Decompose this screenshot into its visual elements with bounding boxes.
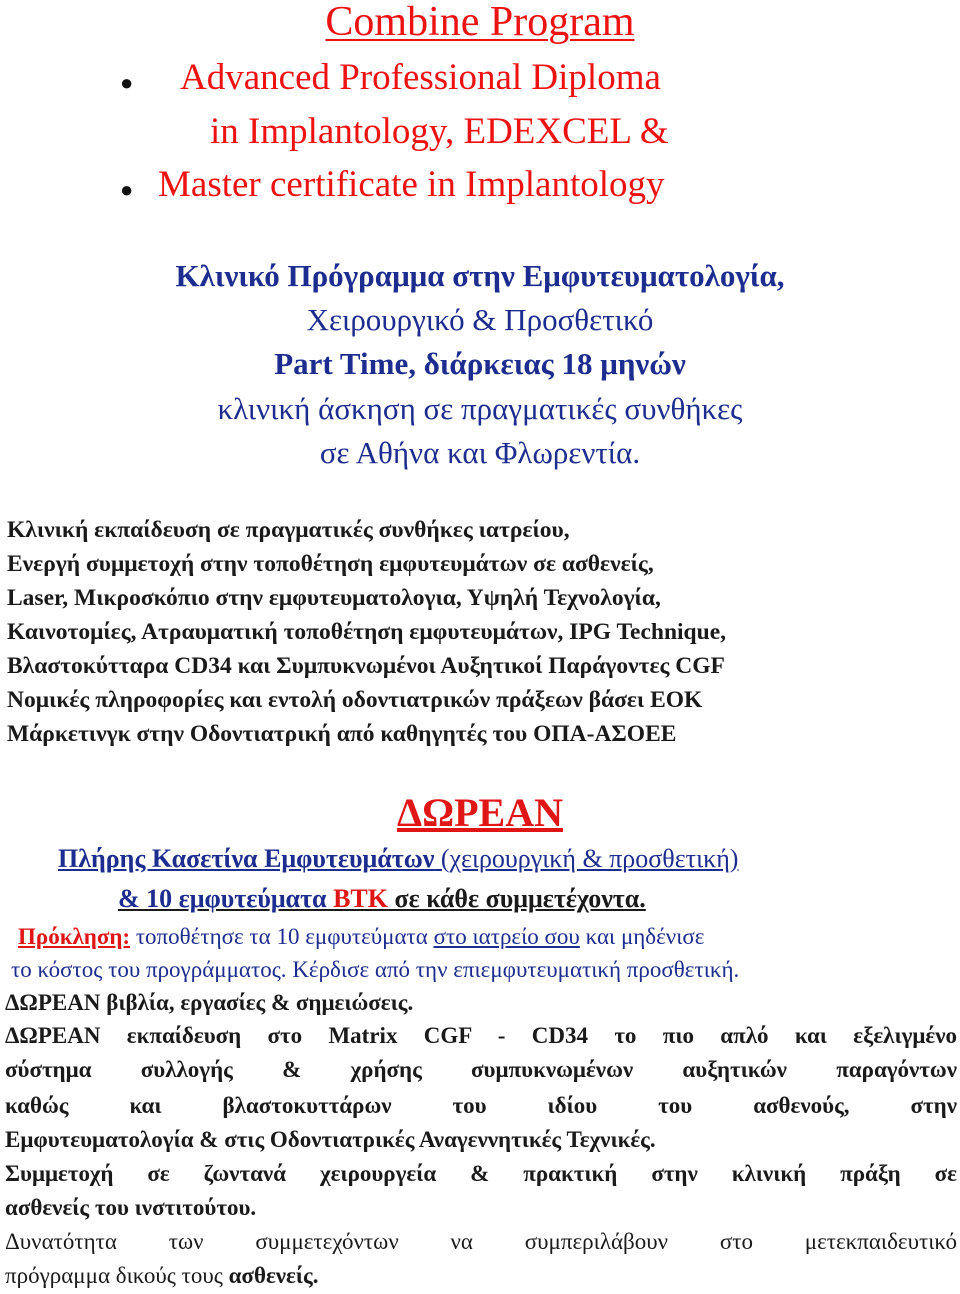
paragraph-line: Δυνατότητα των συμμετεχόντων να συμπεριλάβουν στο μετεκπαιδευτικό	[5, 1229, 957, 1254]
free-books: ΔΩΡΕΑΝ βιβλία, εργασίες & σημειώσεις.	[5, 990, 414, 1015]
list-item	[120, 56, 661, 99]
subtitle-line: Part Time, διάρκειας 18 μηνών	[274, 346, 686, 381]
feature-line: Laser, Μικροσκόπιο στην εμφυτευματολογια, Υψηλή Τεχνολογία,	[7, 585, 661, 611]
challenge-link: στο ιατρείο σου	[433, 924, 580, 949]
paragraph-line: καθώς και βλαστοκυττάρων του ιδίου του ασθενούς, στην	[5, 1093, 957, 1118]
subtitle-line: Κλινικό Πρόγραμμα στην Εμφυτευματολογία,	[175, 258, 785, 293]
paragraph-line: σύστημα συλλογής & χρήσης συμπυκνωμένων αυξητικών παραγόντων	[5, 1057, 957, 1082]
challenge-line	[18, 924, 704, 950]
free-implants-line	[118, 884, 646, 914]
free-implants-b: σε κάθε συμμετέχοντα.	[387, 884, 646, 913]
feature-line: Μάρκετινγκ στην Οδοντιατρική από καθηγητές του ΟΠΑ-ΑΣΟΕΕ	[7, 721, 677, 747]
feature-line: Βλαστοκύτταρα CD34 και Συμπυκνωμένοι Αυξητικοί Παράγοντες CGF	[7, 653, 725, 679]
list-item-label: Advanced Professional Diploma	[180, 57, 661, 98]
subtitle-line: σε Αθήνα και Φλωρεντία.	[319, 435, 641, 470]
bullet-icon: ●	[120, 177, 134, 202]
page-title: Combine Program	[325, 0, 635, 45]
free-heading: ΔΩΡΕΑΝ	[397, 790, 563, 835]
list-item-label: Master certificate in Implantology	[158, 164, 665, 205]
paragraph-line: ΔΩΡΕΑΝ εκπαίδευση στο Matrix CGF - CD34 το πιο απλό και εξελιγμένο	[5, 1023, 957, 1048]
feature-line: Κλινική εκπαίδευση σε πραγματικές συνθήκες ιατρείου,	[7, 517, 570, 543]
free-implants-a: & 10 εμφυτεύματα	[118, 884, 334, 913]
subtitle-line: κλινική άσκηση σε πραγματικές συνθήκες	[217, 391, 743, 426]
feature-line: Νομικές πληροφορίες και εντολή οδοντιατρικών πράξεων βάσει ΕΟΚ	[7, 687, 703, 713]
challenge-text-b: και μηδένισε	[579, 924, 705, 949]
patients-line2-b: ασθενείς.	[228, 1263, 319, 1288]
challenge-text-a: τοποθέτησε τα 10 εμφυτεύματα	[130, 924, 434, 949]
paragraph-line	[5, 1263, 318, 1289]
brand-btk: BTK	[333, 884, 388, 913]
bullet-icon: ●	[120, 70, 134, 95]
challenge-label: Πρόκληση:	[18, 924, 131, 949]
paragraph-line: Συμμετοχή σε ζωντανά χειρουργεία & πρακτική στην κλινική πράξη σε	[5, 1161, 957, 1186]
paragraph-line: Εμφυτευματολογία & στις Οδοντιατρικές Αναγεννητικές Τεχνικές.	[5, 1127, 656, 1152]
free-kit-bold: Πλήρης Κασετίνα Εμφυτευμάτων	[58, 844, 435, 873]
feature-line: Ενεργή συμμετοχή στην τοποθέτηση εμφυτευμάτων σε ασθενείς,	[7, 551, 654, 577]
list-item	[210, 110, 669, 153]
free-kit-rest: (χειρουργική & προσθετική)	[434, 844, 739, 873]
patients-line2-a: πρόγραμμα δικούς τους	[5, 1263, 229, 1288]
list-item-label: in Implantology, EDEXCEL &	[210, 111, 669, 152]
challenge-line2-a: το κόστος του προγράμματος.	[11, 957, 293, 982]
paragraph-line: ασθενείς του ινστιτούτου.	[5, 1195, 257, 1220]
feature-line: Καινοτομίες, Ατραυματική τοποθέτηση εμφυτευμάτων, IPG Technique,	[7, 619, 726, 645]
challenge-line-2	[11, 957, 739, 983]
challenge-line2-b: Κέρδισε από την επιεμφυτευματική προσθετική.	[292, 957, 740, 982]
list-item	[120, 163, 665, 206]
free-kit-line	[58, 844, 738, 874]
subtitle-line: Χειρουργικό & Προσθετικό	[306, 302, 654, 337]
